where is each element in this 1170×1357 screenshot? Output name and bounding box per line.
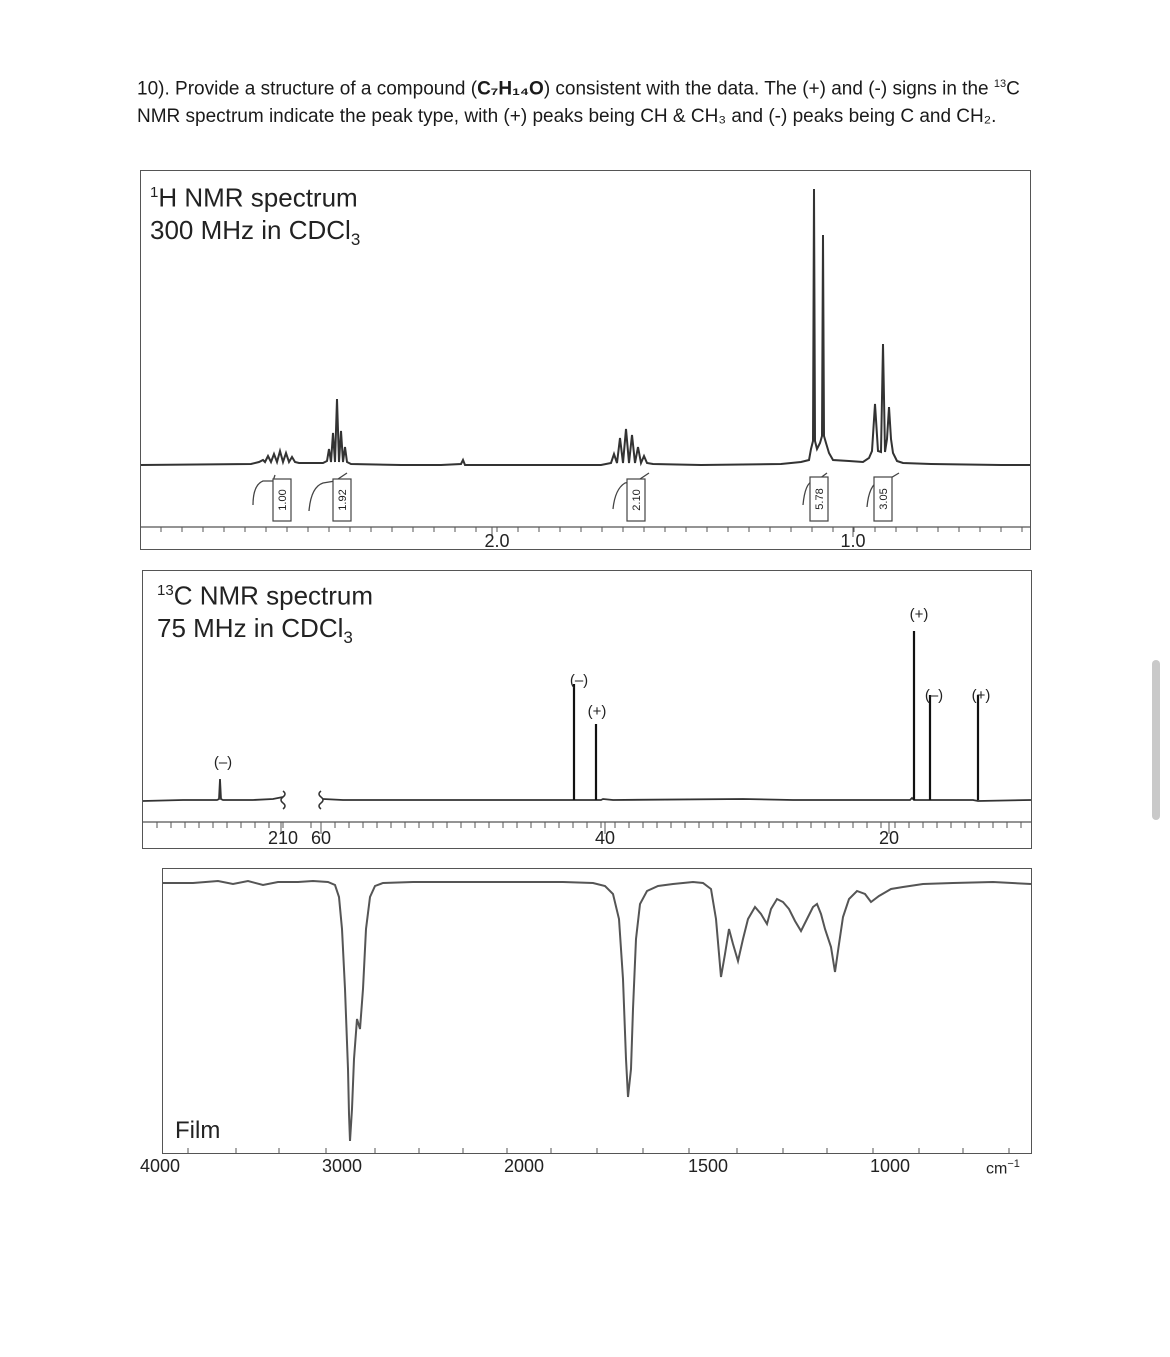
question-text-part-2: ) consistent with the data. The (+) and (-) signs in the — [543, 78, 994, 100]
c-nmr-baseline-left — [143, 779, 283, 801]
c-nmr-break-symbol-1 — [281, 791, 285, 809]
question-text-part-3: C NMR spectrum indicate the peak type, with (+) peaks being CH & CH₃ and (-) peaks being C and CH₂. — [137, 78, 1020, 128]
c-nmr-axis-label-20: 20 — [878, 828, 900, 848]
ir-axis-label-4000: 4000 — [140, 1156, 181, 1176]
peak-sign-peak-1: (–) — [569, 672, 589, 689]
peak-sign-peak-2: (+) — [587, 703, 607, 720]
h-nmr-title-line-1: $^1$H NMR spectrum — [150, 182, 358, 213]
peak-sign-peak-4: (–) — [924, 687, 944, 704]
ir-trace — [163, 881, 1031, 1141]
h-nmr-ticks — [161, 527, 1022, 537]
c-nmr-spectrum-panel — [142, 570, 1032, 849]
ir-axis-label-2000: 2000 — [504, 1156, 545, 1176]
c-nmr-peaks — [574, 631, 978, 800]
integration-1: 1.00 — [277, 489, 289, 511]
c-nmr-break-symbol-2 — [319, 791, 323, 809]
ir-spectrum-panel — [162, 868, 1032, 1154]
ir-axis-label-1500: 1500 — [688, 1156, 729, 1176]
h-nmr-spectrum-panel — [140, 170, 1031, 550]
peak-sign-210: (–) — [213, 754, 233, 771]
scrollbar-thumb[interactable] — [1152, 660, 1160, 820]
c-nmr-plot — [143, 571, 1031, 848]
molecular-formula: C₇H₁₄O — [477, 78, 544, 100]
ir-axis-label-1000: 1000 — [870, 1156, 911, 1176]
integration-2: 1.92 — [337, 489, 349, 511]
c-nmr-axis-label-60: 60 — [310, 828, 332, 848]
ir-plot — [163, 869, 1031, 1153]
c-nmr-title-line-2: 75 MHz in CDCl$_3$ — [157, 612, 353, 647]
c-nmr-axis-label-40: 40 — [594, 828, 616, 848]
question-number: 10). — [137, 78, 170, 100]
ir-ticks — [188, 1148, 1009, 1153]
c-nmr-axis-label-210: 210 — [267, 828, 299, 848]
h-nmr-axis-label-2: 2.0 — [484, 531, 510, 551]
c13-superscript: 13 — [993, 78, 1007, 90]
integration-3: 2.10 — [631, 489, 643, 511]
ir-axis-unit: $cm^{-1}$ — [986, 1158, 1020, 1178]
integration-5: 3.05 — [878, 488, 890, 510]
h-nmr-trace — [141, 189, 1030, 465]
h-nmr-plot — [141, 171, 1030, 549]
c-nmr-baseline-right — [323, 798, 1031, 801]
peak-sign-peak-5: (+) — [971, 687, 991, 704]
h-nmr-axis-label-1: 1.0 — [840, 531, 866, 551]
question-text — [137, 70, 1037, 131]
peak-sign-peak-3: (+) — [909, 606, 929, 623]
integration-4: 5.78 — [814, 488, 826, 510]
c-nmr-title-line-1: $^{13}$C NMR spectrum — [157, 580, 374, 611]
h-nmr-title-line-2: 300 MHz in CDCl$_3$ — [150, 214, 361, 249]
question-text-part-1: Provide a structure of a compound ( — [169, 78, 478, 100]
ir-sample-label: Film — [175, 1117, 221, 1144]
ir-axis-label-3000: 3000 — [322, 1156, 363, 1176]
h-nmr-integration-boxes — [273, 477, 892, 521]
